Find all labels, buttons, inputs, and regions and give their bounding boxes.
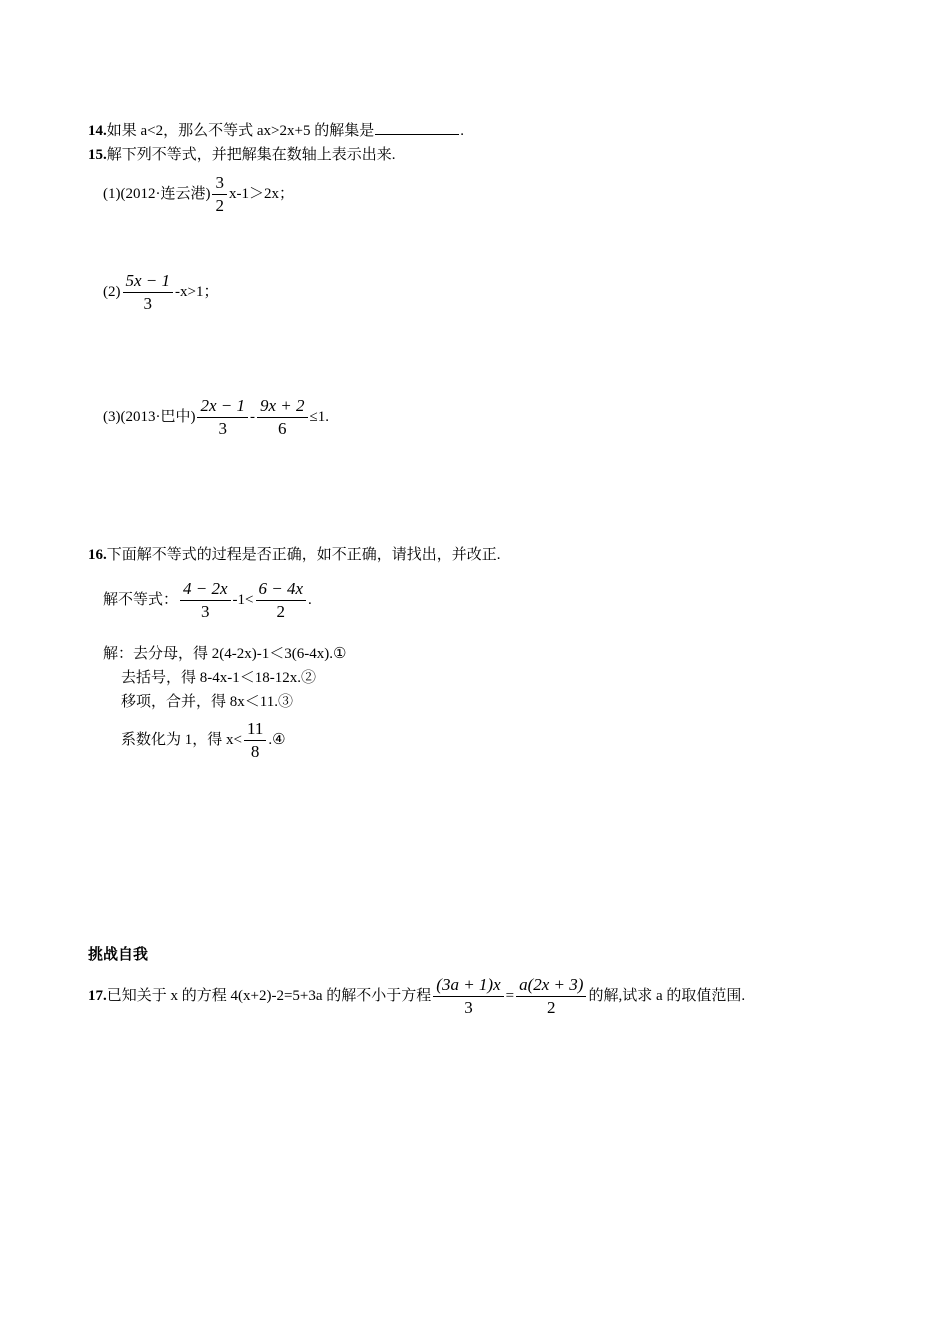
expression-rest: x-1＞2x； bbox=[228, 186, 294, 202]
answer-blank[interactable] bbox=[375, 120, 459, 135]
question-number: 17. bbox=[88, 988, 107, 1004]
inequality-label: 解不等式： bbox=[103, 592, 179, 608]
denominator: 3 bbox=[143, 294, 153, 314]
fraction-2 bbox=[256, 578, 307, 623]
section-title: 挑战自我 bbox=[88, 945, 149, 963]
denominator: 2 bbox=[547, 998, 556, 1018]
question-number: 15. bbox=[88, 147, 107, 163]
denominator: 3 bbox=[218, 419, 227, 439]
question-15-part-1 bbox=[103, 170, 294, 218]
numerator: 11 bbox=[244, 718, 266, 741]
denominator: 3 bbox=[464, 998, 473, 1018]
numerator: 4 − 2x bbox=[180, 578, 231, 601]
numerator: 9x + 2 bbox=[257, 395, 308, 418]
step-marker: .④ bbox=[268, 732, 286, 748]
question-15-part-2 bbox=[103, 268, 219, 316]
denominator: 2 bbox=[276, 602, 286, 622]
question-16-inequality bbox=[103, 576, 312, 624]
fraction-2 bbox=[257, 395, 308, 440]
denominator: 2 bbox=[215, 196, 224, 216]
question-14 bbox=[88, 120, 464, 141]
question-text: 下面解不等式的过程是否正确，如不正确，请找出，并改正. bbox=[106, 547, 501, 563]
part-label: (2) bbox=[103, 284, 121, 300]
numerator: (3a + 1)x bbox=[433, 974, 503, 997]
fraction bbox=[212, 172, 227, 217]
fraction-2 bbox=[516, 974, 586, 1019]
numerator: 2x − 1 bbox=[197, 395, 248, 418]
expression-rest: -x>1； bbox=[175, 284, 219, 300]
period: . bbox=[460, 123, 464, 139]
denominator: 6 bbox=[278, 419, 287, 439]
numerator: 6 − 4x bbox=[256, 578, 307, 601]
numerator: a(2x + 3) bbox=[516, 974, 586, 997]
part-label: (3)(2013·巴中) bbox=[103, 409, 196, 425]
question-number: 16. bbox=[88, 547, 107, 563]
question-text: 解下列不等式，并把解集在数轴上表示出来. bbox=[106, 147, 396, 163]
denominator: 8 bbox=[250, 742, 260, 762]
solution-step-2: 去括号，得 8-4x-1＜18-12x.② bbox=[121, 670, 316, 686]
question-number: 14. bbox=[88, 123, 107, 139]
question-15-part-3 bbox=[103, 393, 329, 441]
fraction bbox=[123, 270, 174, 315]
fraction bbox=[244, 718, 266, 763]
fraction-1 bbox=[197, 395, 248, 440]
minus-sign: - bbox=[250, 409, 256, 425]
period: . bbox=[308, 592, 312, 608]
fraction-1 bbox=[433, 974, 503, 1019]
equals-sign: = bbox=[505, 988, 515, 1004]
question-text-end: 的解,试求 a 的取值范围. bbox=[588, 988, 746, 1004]
expression-rest: ≤1. bbox=[309, 409, 330, 425]
part-label: (1)(2012·连云港) bbox=[103, 186, 211, 202]
solution-step-3: 移项，合并，得 8x＜11.③ bbox=[121, 694, 293, 710]
numerator: 3 bbox=[212, 172, 227, 195]
fraction-1 bbox=[180, 578, 231, 623]
question-text: 如果 a<2，那么不等式 ax>2x+5 的解集是 bbox=[106, 123, 375, 139]
question-text: 已知关于 x 的方程 4(x+2)-2=5+3a 的解不小于方程 bbox=[106, 988, 432, 1004]
question-15 bbox=[88, 145, 396, 165]
expression-mid: -1< bbox=[232, 592, 254, 608]
question-17 bbox=[88, 970, 745, 1022]
solution-step-4 bbox=[121, 716, 286, 764]
solution-step-1: 解：去分母，得 2(4-2x)-1＜3(6-4x).① bbox=[103, 646, 347, 662]
step-text: 系数化为 1，得 x< bbox=[121, 732, 242, 748]
question-16 bbox=[88, 545, 501, 565]
denominator: 3 bbox=[201, 602, 210, 622]
numerator: 5x − 1 bbox=[123, 270, 174, 293]
